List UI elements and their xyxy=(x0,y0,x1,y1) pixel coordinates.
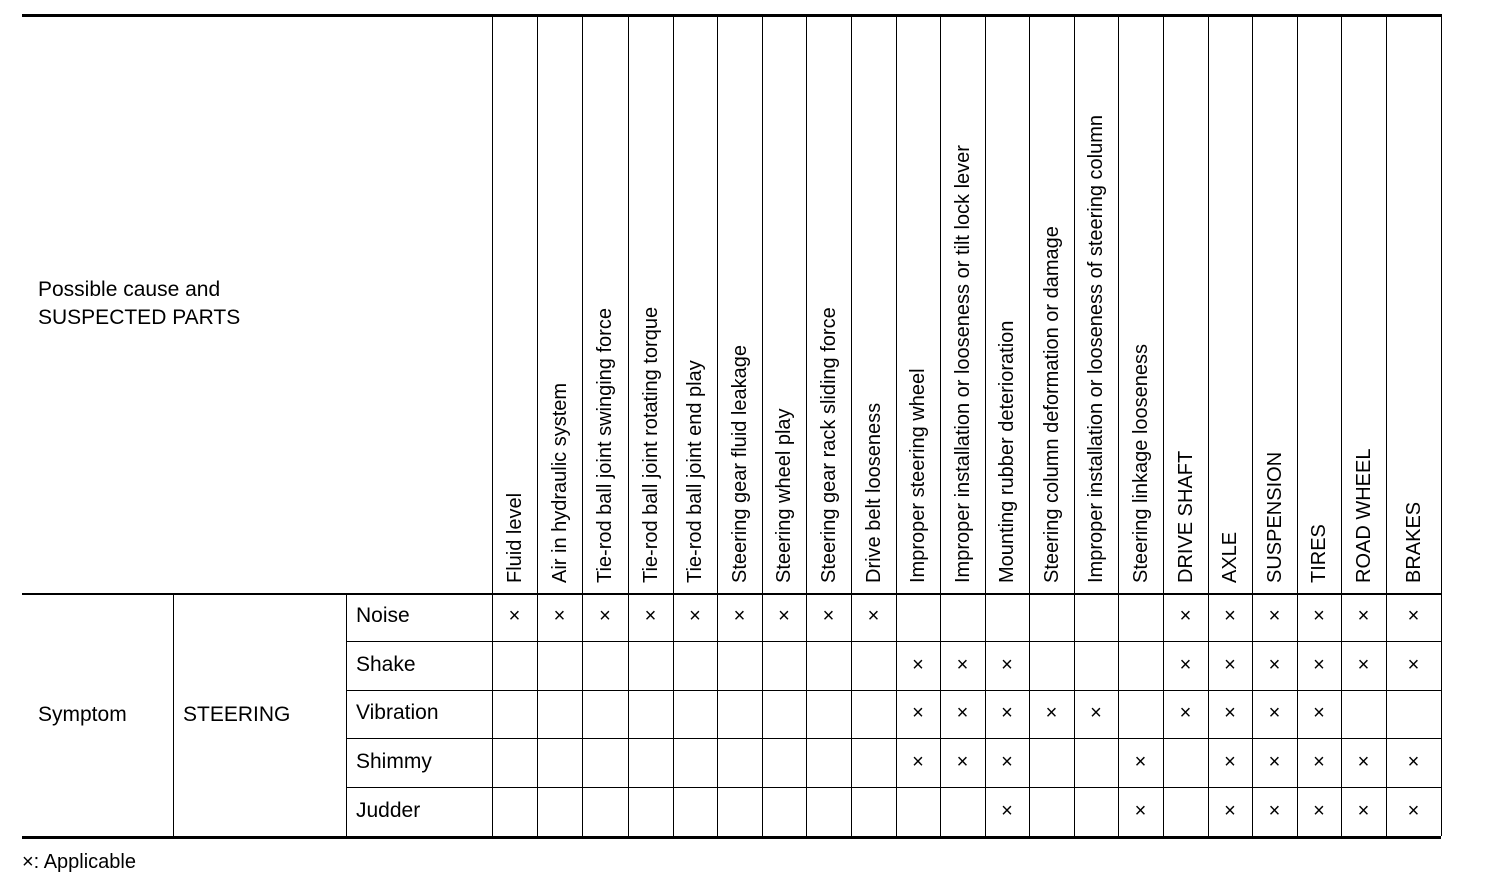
column-divider-steering xyxy=(346,593,347,836)
row-divider xyxy=(346,690,1441,691)
column-divider xyxy=(1118,14,1119,836)
footnote-applicable: ×: Applicable xyxy=(22,851,136,873)
applicable-mark: × xyxy=(1224,702,1236,724)
column-divider xyxy=(628,14,629,836)
applicable-mark: × xyxy=(599,605,611,627)
row-label-shimmy: Shimmy xyxy=(356,749,432,773)
column-header-suspension: SUSPENSION xyxy=(1263,451,1286,583)
table-right-border xyxy=(1441,14,1442,836)
applicable-mark: × xyxy=(1179,702,1192,724)
table-bottom-rule xyxy=(22,836,1441,839)
row-label-vibration: Vibration xyxy=(356,701,439,724)
applicable-mark: × xyxy=(1224,653,1236,676)
applicable-mark: × xyxy=(867,605,880,627)
applicable-mark: × xyxy=(1134,750,1147,773)
applicable-mark: × xyxy=(644,605,657,627)
applicable-mark: × xyxy=(1224,750,1236,773)
column-header-road-wheel: ROAD WHEEL xyxy=(1352,448,1375,583)
row-divider xyxy=(346,738,1441,739)
applicable-mark: × xyxy=(956,702,969,724)
column-header-drive-shaft: DRIVE SHAFT xyxy=(1174,450,1197,583)
column-header-tie-rod-ball-joint-end-play: Tie-rod ball joint end play xyxy=(684,360,706,583)
applicable-mark: × xyxy=(822,605,835,627)
column-divider xyxy=(851,14,852,836)
applicable-mark: × xyxy=(956,653,969,676)
applicable-mark: × xyxy=(1045,702,1058,724)
column-header-improper-installation-or-looseness-or-tilt-lock-lever: Improper installation or looseness or tilt lock lever xyxy=(951,145,974,583)
applicable-mark: × xyxy=(553,605,566,627)
header-caption-line2: SUSPECTED PARTS xyxy=(38,306,241,329)
column-divider xyxy=(762,14,763,836)
applicable-mark: × xyxy=(1001,653,1013,676)
applicable-mark: × xyxy=(1134,799,1147,822)
header-bottom-rule xyxy=(22,593,1441,595)
header-caption-line1: Possible cause and xyxy=(38,278,221,301)
applicable-mark: × xyxy=(1001,799,1013,822)
applicable-mark: × xyxy=(912,653,924,676)
applicable-mark: × xyxy=(1313,750,1325,773)
row-label-noise: Noise xyxy=(356,604,410,627)
applicable-mark: × xyxy=(1268,653,1281,676)
column-header-improper-steering-wheel: Improper steering wheel xyxy=(907,368,929,583)
applicable-mark: × xyxy=(733,605,746,627)
applicable-mark: × xyxy=(1407,799,1420,822)
column-header-improper-installation-or-looseness-of-steering-column: Improper installation or looseness of steering column xyxy=(1085,114,1107,583)
applicable-mark: × xyxy=(1313,799,1325,822)
column-divider-symptom xyxy=(173,593,174,836)
column-header-axle: AXLE xyxy=(1219,531,1241,583)
steering-label: STEERING xyxy=(183,703,291,726)
column-divider xyxy=(806,14,807,836)
column-divider xyxy=(1341,14,1342,836)
column-divider xyxy=(537,14,538,836)
column-divider xyxy=(673,14,674,836)
column-header-brakes: BRAKES xyxy=(1402,501,1425,583)
applicable-mark: × xyxy=(1001,702,1013,724)
applicable-mark: × xyxy=(956,750,969,773)
applicable-mark: × xyxy=(1407,750,1420,773)
column-header-steering-column-deformation-or-damage: Steering column deformation or damage xyxy=(1040,226,1063,583)
applicable-mark: × xyxy=(1313,653,1325,676)
applicable-mark: × xyxy=(778,605,790,627)
applicable-mark: × xyxy=(1224,799,1236,822)
column-header-tie-rod-ball-joint-swinging-force: Tie-rod ball joint swinging force xyxy=(594,308,616,583)
column-header-steering-linkage-looseness: Steering linkage looseness xyxy=(1129,343,1152,583)
row-divider xyxy=(346,787,1441,788)
applicable-mark: × xyxy=(1357,750,1370,773)
applicable-mark: × xyxy=(1001,750,1013,773)
applicable-mark: × xyxy=(1268,750,1281,773)
column-divider xyxy=(1386,14,1387,836)
row-label-shake: Shake xyxy=(356,652,416,676)
column-header-steering-wheel-play: Steering wheel play xyxy=(773,408,795,583)
row-label-judder: Judder xyxy=(356,798,421,822)
applicable-mark: × xyxy=(1357,605,1370,627)
applicable-mark: × xyxy=(689,605,701,627)
column-header-mounting-rubber-deterioration: Mounting rubber deterioration xyxy=(996,320,1018,583)
column-divider xyxy=(492,14,493,836)
applicable-mark: × xyxy=(1407,653,1420,676)
applicable-mark: × xyxy=(1268,605,1281,627)
applicable-mark: × xyxy=(1313,702,1325,724)
applicable-mark: × xyxy=(1224,605,1236,627)
column-divider xyxy=(582,14,583,836)
column-header-air-in-hydraulic-system: Air in hydraulic system xyxy=(548,382,571,583)
column-header-steering-gear-rack-sliding-force: Steering gear rack sliding force xyxy=(817,307,840,583)
row-divider xyxy=(346,641,1441,642)
column-header-tie-rod-ball-joint-rotating-torque: Tie-rod ball joint rotating torque xyxy=(639,306,662,583)
table-top-rule xyxy=(22,14,1441,17)
column-header-steering-gear-fluid-leakage: Steering gear fluid leakage xyxy=(728,345,751,583)
applicable-mark: × xyxy=(1090,702,1102,724)
applicable-mark: × xyxy=(912,750,924,773)
column-header-tires: TIRES xyxy=(1308,524,1330,583)
applicable-mark: × xyxy=(912,702,924,724)
column-header-drive-belt-looseness: Drive belt looseness xyxy=(862,402,885,583)
applicable-mark: × xyxy=(1357,653,1370,676)
applicable-mark: × xyxy=(508,605,521,627)
applicable-mark: × xyxy=(1179,653,1192,676)
applicable-mark: × xyxy=(1313,605,1325,627)
applicable-mark: × xyxy=(1179,605,1192,627)
symptom-label: Symptom xyxy=(38,703,127,726)
column-divider xyxy=(717,14,718,836)
applicable-mark: × xyxy=(1268,799,1281,822)
applicable-mark: × xyxy=(1357,799,1370,822)
applicable-mark: × xyxy=(1268,702,1281,724)
column-header-fluid-level: Fluid level xyxy=(503,492,526,583)
applicable-mark: × xyxy=(1407,605,1420,627)
